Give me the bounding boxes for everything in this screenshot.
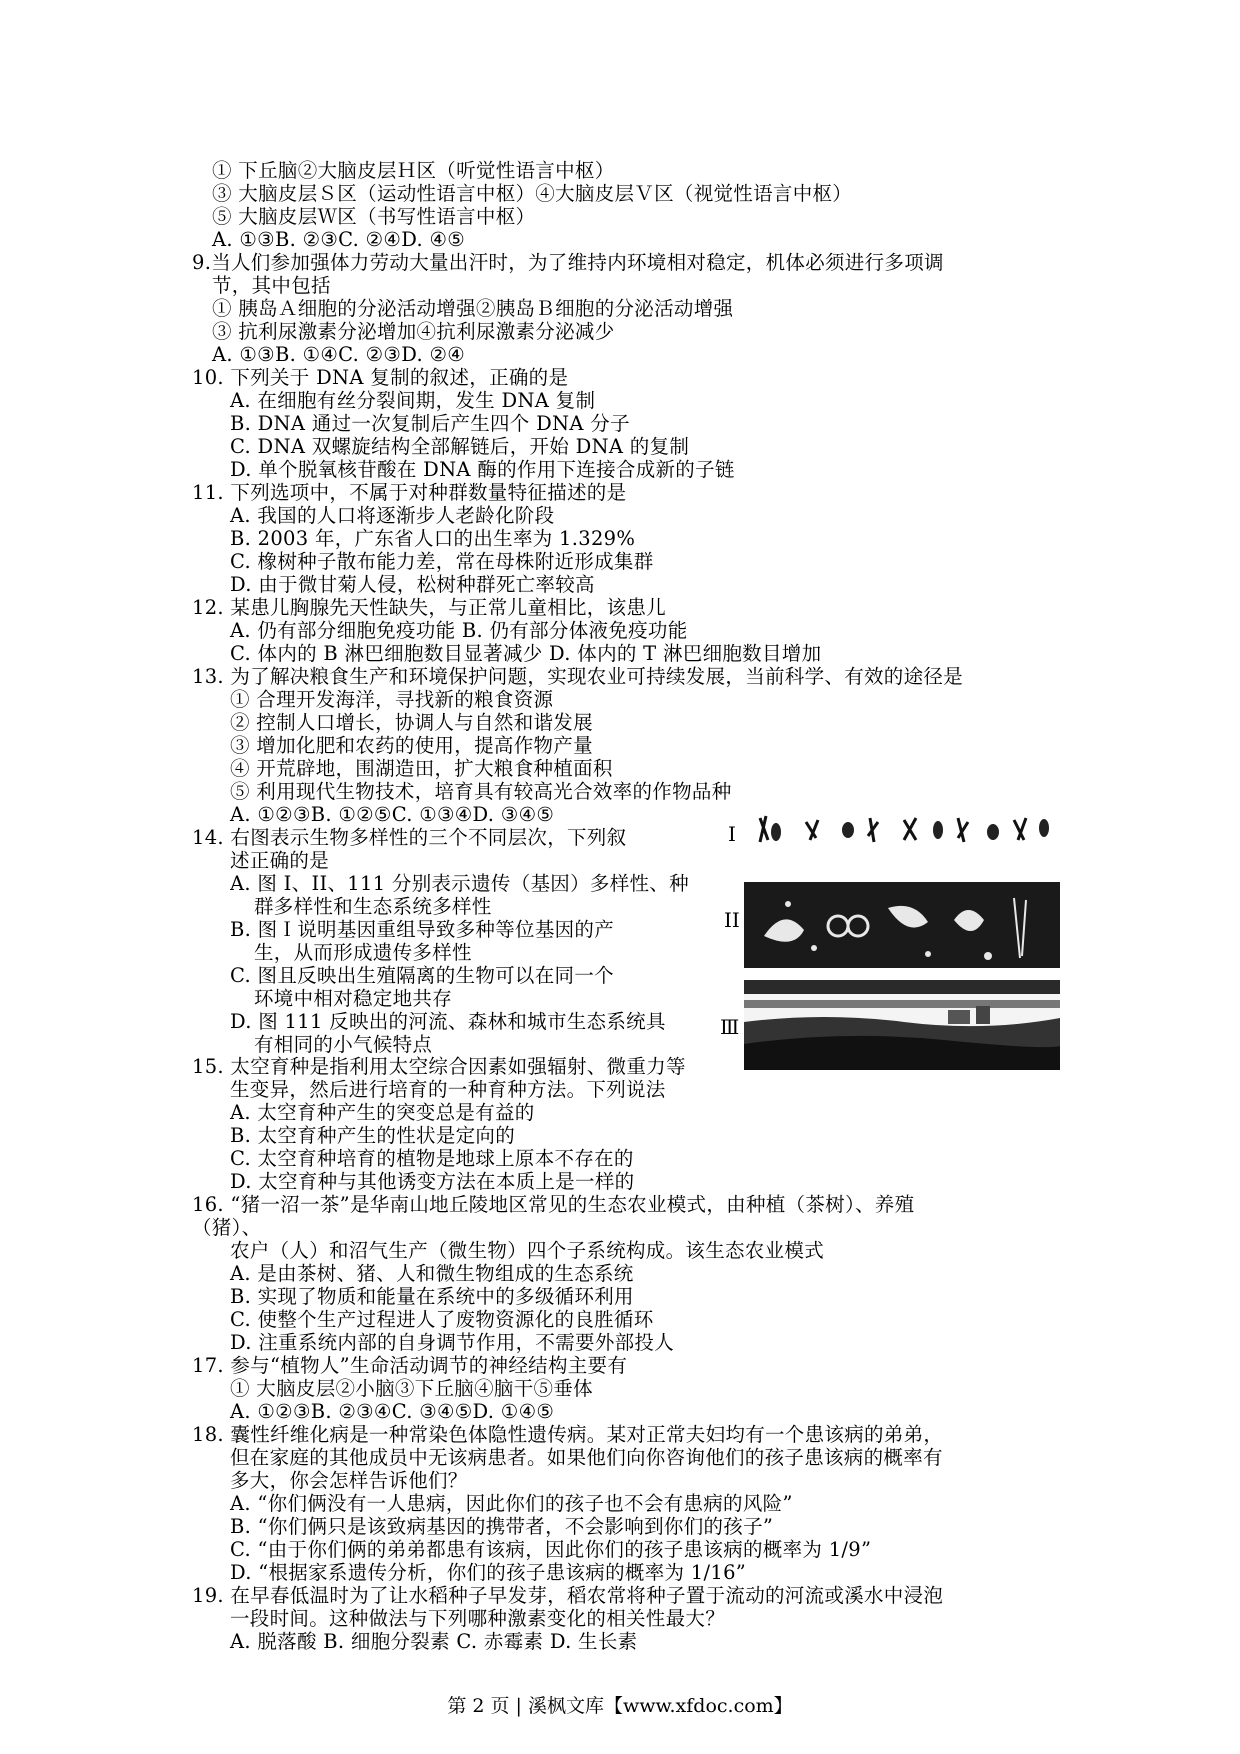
q9-stem-cont: 节，其中包括 xyxy=(212,274,331,297)
q10-option-c: C. DNA 双螺旋结构全部解链后，开始 DNA 的复制 xyxy=(230,435,690,458)
q13-item-5: ⑤ 利用现代生物技术，培育具有较高光合效率的作物品种 xyxy=(230,780,732,803)
q13-options: A. ①②③B. ①②⑤C. ①③④D. ③④⑤ xyxy=(230,803,555,826)
q11-option-c: C. 橡树种子散布能力差，常在母株附近形成集群 xyxy=(230,550,654,573)
q14-option-b: B. 图Ｉ说明基因重组导致多种等位基因的产 xyxy=(230,918,615,941)
figure-label-1: I xyxy=(728,822,736,846)
q14-option-a-cont: 群多样性和生态系统多样性 xyxy=(254,895,492,918)
q10-option-d: D. 单个脱氧核苷酸在 DNA 酶的作用下连接合成新的子链 xyxy=(230,458,735,481)
q11-option-a: A. 我国的人口将逐渐步人老龄化阶段 xyxy=(230,504,555,527)
q16-option-d: D. 注重系统内部的自身调节作用，不需要外部投人 xyxy=(230,1331,675,1354)
q14-stem-cont: 述正确的是 xyxy=(230,849,330,872)
q13-item-2: ② 控制人口增长，协调人与自然和谐发展 xyxy=(230,711,593,734)
q18-stem-cont: 但在家庭的其他成员中无该病患者。如果他们向你咨询他们的孩子患该病的概率有 xyxy=(230,1446,943,1469)
q13-item-1: ① 合理开发海洋，寻找新的粮食资源 xyxy=(230,688,554,711)
q11-stem: 11. 下列选项中，不属于对种群数量特征描述的是 xyxy=(192,481,627,504)
q15-stem: 15. 太空育种是指利用太空综合因素如强辐射、微重力等 xyxy=(192,1056,686,1078)
q18-stem: 18. 囊性纤维化病是一种常染色体隐性遗传病。某对正常夫妇均有一个患该病的弟弟， xyxy=(192,1423,944,1446)
q15-option-b: B. 太空育种产生的性状是定向的 xyxy=(230,1124,516,1147)
q19-stem: 19. 在早春低温时为了让水稻种子早发芽，稻农常将种子置于流动的河流或溪水中浸泡 xyxy=(192,1584,944,1607)
q14-stem: 14. 右图表示生物多样性的三个不同层次，下列叙 xyxy=(192,826,627,849)
q10-stem: 10. 下列关于 DNA 复制的叙述，正确的是 xyxy=(192,366,569,389)
q8-item-2: ③ 大脑皮层Ｓ区（运动性语言中枢）④大脑皮层Ｖ区（视觉性语言中枢） xyxy=(212,182,853,205)
q13-item-3: ③ 增加化肥和农药的使用，提高作物产量 xyxy=(230,734,593,757)
figure-label-2: II xyxy=(724,908,740,932)
q17-stem: 17. 参与“植物人”生命活动调节的神经结构主要有 xyxy=(192,1354,628,1377)
q14-option-d: D. 图 111 反映出的河流、森林和城市生态系统具 xyxy=(230,1010,666,1033)
q11-option-b: B. 2003 年，广东省人口的出生率为 1.329% xyxy=(230,527,636,550)
q13-stem: 13. 为了解决粮食生产和环境保护问题，实现农业可持续发展，当前科学、有效的途径是 xyxy=(192,665,964,688)
q15-option-c: C. 太空育种培育的植物是地球上原本不存在的 xyxy=(230,1147,634,1170)
q16-option-a: A. 是由茶树、猪、人和微生物组成的生态系统 xyxy=(230,1262,634,1285)
biodiversity-figure xyxy=(718,808,1060,1070)
q15-stem-cont: 生变异，然后进行培育的一种育种方法。下列说法 xyxy=(230,1079,666,1101)
q14-option-c-cont: 环境中相对稳定地共存 xyxy=(254,987,453,1010)
q8-item-3: ⑤ 大脑皮层Ｗ区（书写性语言中枢） xyxy=(212,205,536,228)
q15-option-a: A. 太空育种产生的突变总是有益的 xyxy=(230,1101,535,1124)
q16-stem-cont: （猪）、 xyxy=(192,1216,262,1239)
q14-option-c: C. 图且反映出生殖隔离的生物可以在同一个 xyxy=(230,964,614,987)
q16-stem-cont-2: 农户（人）和沼气生产（微生物）四个子系统构成。该生态农业模式 xyxy=(230,1239,825,1262)
q8-options: A. ①③B. ②③C. ②④D. ④⑤ xyxy=(212,228,466,251)
q9-options: A. ①③B. ①④C. ②③D. ②④ xyxy=(212,343,466,366)
q14-option-d-cont: 有相同的小气候特点 xyxy=(254,1033,433,1056)
q11-option-d: D. 由于微甘菊人侵，松树种群死亡率较高 xyxy=(230,573,595,596)
q13-item-4: ④ 开荒辟地，围湖造田，扩大粮食种植面积 xyxy=(230,757,613,780)
q16-stem: 16. “猪一沼一茶”是华南山地丘陵地区常见的生态农业模式，由种植（茶树）、养殖 xyxy=(192,1193,915,1216)
page-footer: 第 2 页 | 溪枫文库【www.xfdoc.com】 xyxy=(447,1695,793,1717)
q19-options: A. 脱落酸 B. 细胞分裂素 C. 赤霉素 D. 生长素 xyxy=(230,1630,638,1653)
q12-options-cd: C. 体内的 B 淋巴细胞数目显著减少 D. 体内的 T 淋巴细胞数目增加 xyxy=(230,642,822,665)
q16-option-c: C. 使整个生产过程进人了废物资源化的良胜循环 xyxy=(230,1308,654,1331)
q8-item-1: ① 下丘脑②大脑皮层Ｈ区（听觉性语言中枢） xyxy=(212,159,615,182)
q9-item-1: ① 胰岛Ａ细胞的分泌活动增强②胰岛Ｂ细胞的分泌活动增强 xyxy=(212,297,734,320)
q12-options-ab: A. 仍有部分细胞免疫功能 B. 仍有部分体液免疫功能 xyxy=(230,619,688,642)
q9-stem: 9.当人们参加强体力劳动大量出汗时，为了维持内环境相对稳定，机体必须进行多项调 xyxy=(192,251,944,274)
figure-panels xyxy=(718,808,1060,1070)
q18-option-c: C. “由于你们俩的弟弟都患有该病，因此你们的孩子患该病的概率为 1/9” xyxy=(230,1538,872,1561)
q14-option-a: A. 图 I、II、111 分别表示遗传（基因）多样性、种 xyxy=(230,873,689,895)
q14-option-b-cont: 生，从而形成遗传多样性 xyxy=(254,941,472,964)
q15-option-d: D. 太空育种与其他诱变方法在本质上是一样的 xyxy=(230,1170,635,1193)
q10-option-b: B. DNA 通过一次复制后产生四个 DNA 分子 xyxy=(230,412,630,435)
q10-option-a: A. 在细胞有丝分裂间期，发生 DNA 复制 xyxy=(230,389,596,412)
q19-stem-cont: 一段时间。这种做法与下列哪种激素变化的相关性最大？ xyxy=(230,1607,726,1630)
q17-items: ① 大脑皮层②小脑③下丘脑④脑干⑤垂体 xyxy=(230,1377,593,1400)
q18-stem-cont-2: 多大，你会怎样告诉他们？ xyxy=(230,1469,468,1492)
q16-option-b: B. 实现了物质和能量在系统中的多级循环利用 xyxy=(230,1285,634,1308)
figure-label-3: Ⅲ xyxy=(720,1015,740,1039)
q12-stem: 12. 某患儿胸腺先天性缺失，与正常儿童相比，该患儿 xyxy=(192,596,667,619)
q9-item-2: ③ 抗利尿激素分泌增加④抗利尿激素分泌减少 xyxy=(212,320,615,343)
q17-options: A. ①②③B. ②③④C. ③④⑤D. ①④⑤ xyxy=(230,1400,555,1423)
q18-option-b: B. “你们俩只是该致病基因的携带者，不会影响到你们的孩子” xyxy=(230,1515,774,1538)
panel-1-genetic xyxy=(760,816,1049,842)
q18-option-a: A. “你们俩没有一人患病，因此你们的孩子也不会有患病的风险” xyxy=(230,1492,793,1515)
q18-option-d: D. “根据家系遗传分析，你们的孩子患该病的概率为 1/16” xyxy=(230,1561,747,1584)
